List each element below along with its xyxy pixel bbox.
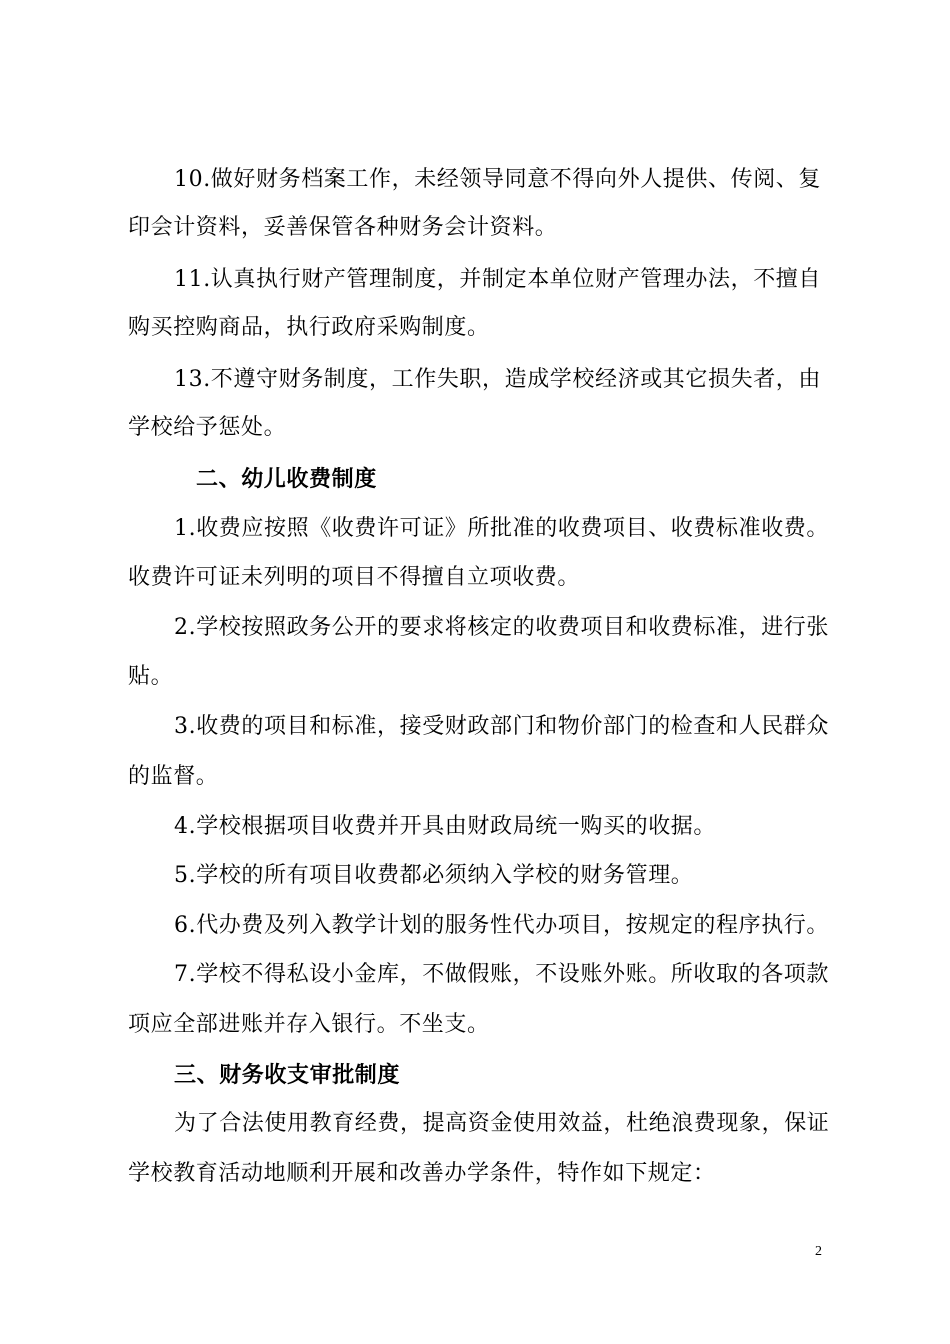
fee-item-2-line-2: 贴。 (128, 664, 174, 689)
fee-item-2-line-1: 2.学校按照政务公开的要求将核定的收费项目和收费标准，进行张 (174, 615, 829, 640)
fee-item-6: 6.代办费及列入教学计划的服务性代办项目，按规定的程序执行。 (174, 913, 829, 938)
fee-item-1-line-2: 收费许可证未列明的项目不得擅自立项收费。 (128, 565, 581, 590)
paragraph-13-line-1: 13.不遵守财务制度，工作失职，造成学校经济或其它损失者，由 (174, 367, 821, 392)
page-number: 2 (815, 1244, 822, 1259)
paragraph-11-line-1: 11.认真执行财产管理制度，并制定本单位财产管理办法，不擅自 (174, 267, 821, 292)
section-2-heading: 二、幼儿收费制度 (196, 466, 377, 492)
section-3-intro-line-1: 为了合法使用教育经费，提高资金使用效益，杜绝浪费现象，保证 (174, 1111, 830, 1136)
fee-item-5: 5.学校的所有项目收费都必须纳入学校的财务管理。 (174, 863, 694, 888)
fee-item-3-line-1: 3.收费的项目和标准，接受财政部门和物价部门的检查和人民群众 (174, 714, 829, 739)
paragraph-10-line-1: 10.做好财务档案工作，未经领导同意不得向外人提供、传阅、复 (174, 167, 821, 192)
fee-item-7-line-2: 项应全部进账并存入银行。不坐支。 (128, 1012, 490, 1037)
section-3-intro-line-2: 学校教育活动地顺利开展和改善办学条件，特作如下规定： (128, 1161, 716, 1186)
fee-item-4: 4.学校根据项目收费并开具由财政局统一购买的收据。 (174, 814, 716, 839)
paragraph-13-line-2: 学校给予惩处。 (128, 415, 287, 440)
section-3-heading: 三、财务收支审批制度 (174, 1062, 401, 1088)
paragraph-10-line-2: 印会计资料，妥善保管各种财务会计资料。 (128, 215, 558, 240)
paragraph-11-line-2: 购买控购商品，执行政府采购制度。 (128, 315, 490, 340)
fee-item-3-line-2: 的监督。 (128, 764, 219, 789)
fee-item-7-line-1: 7.学校不得私设小金库，不做假账，不设账外账。所收取的各项款 (174, 962, 829, 987)
fee-item-1-line-1: 1.收费应按照《收费许可证》所批准的收费项目、收费标准收费。 (174, 516, 829, 541)
